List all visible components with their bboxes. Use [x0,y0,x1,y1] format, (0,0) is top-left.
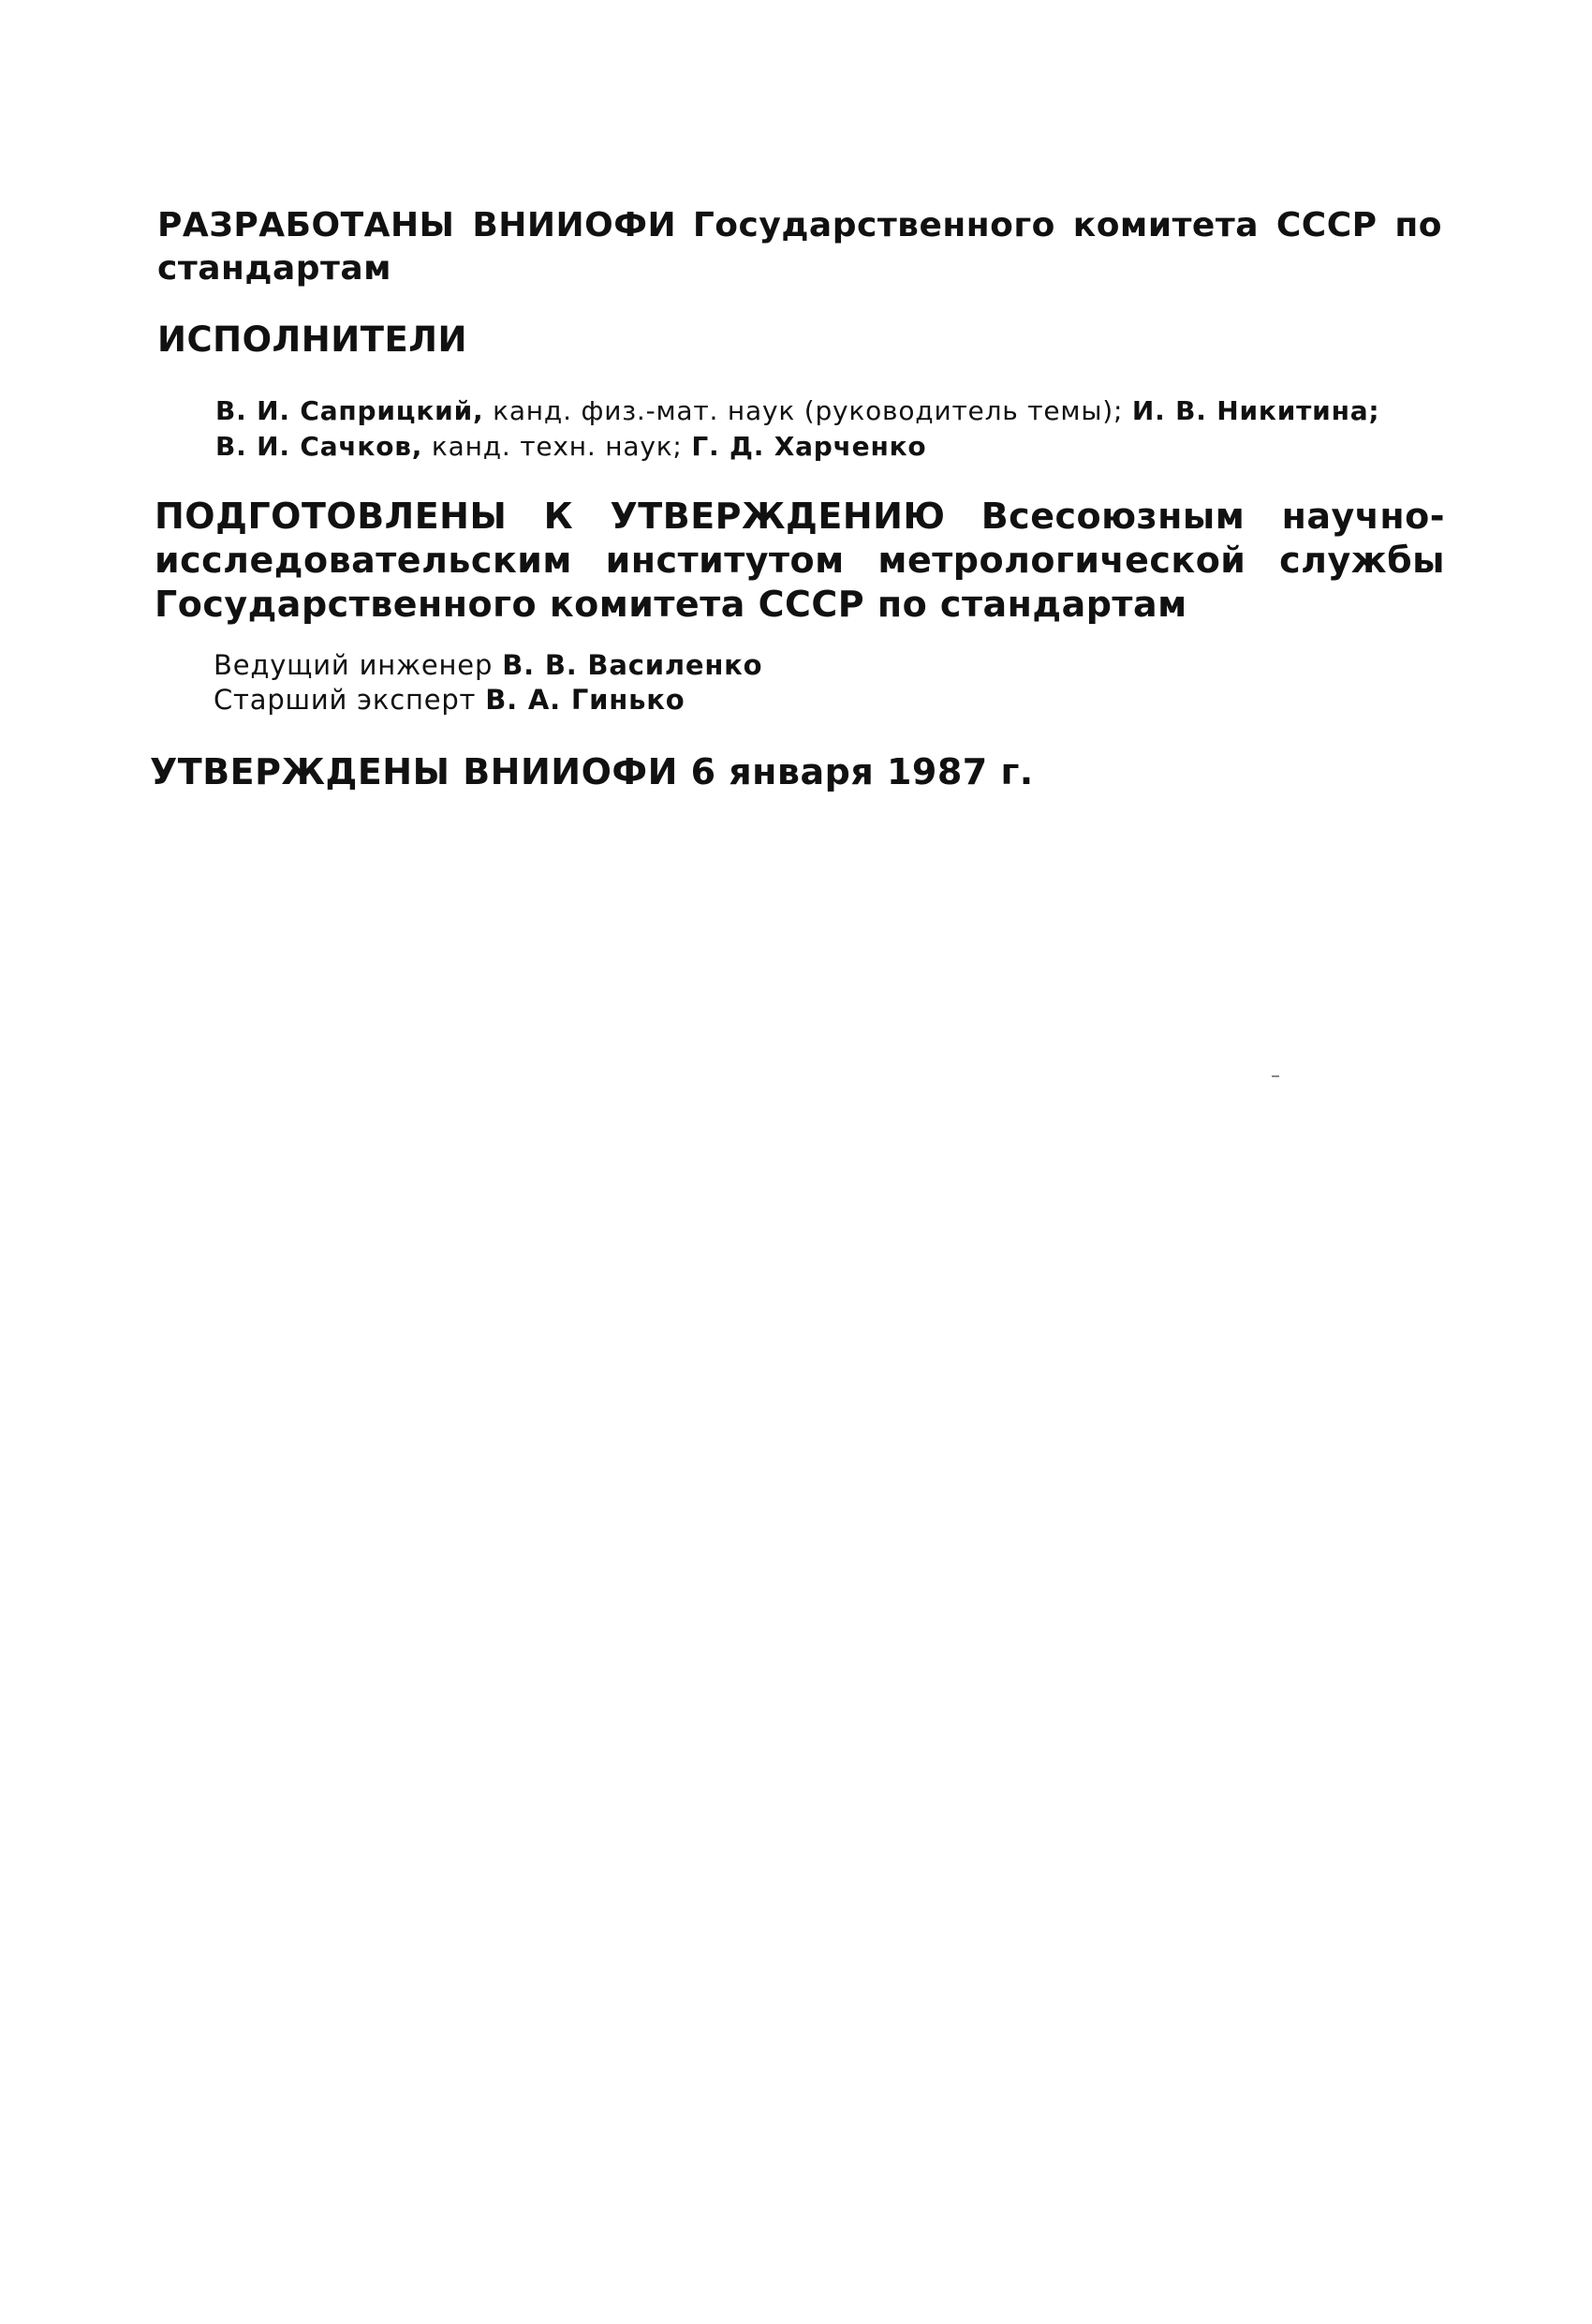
scan-speck [1272,1075,1279,1077]
executor-degree: канд. техн. наук; [431,431,683,462]
executors-list [215,393,1442,465]
executors-line-1 [215,393,1442,429]
staff-role: Ведущий инженер [214,649,494,681]
staff-person: В. В. Василенко [502,649,763,681]
executors-heading: ИСПОЛНИТЕЛИ [157,319,467,360]
executor-degree: канд. физ.-мат. наук (руководитель темы); [493,395,1124,426]
prepared-text: Всесоюзным научно-исследовательским институтом метрологической службы Государственного комитета СССР по стандартам [155,496,1445,625]
approval-statement: УТВЕРЖДЕНЫ ВНИИОФИ 6 января 1987 г. [150,751,1034,792]
prepared-for-approval-paragraph [155,495,1445,627]
developed-by-lead: РАЗРАБОТАНЫ ВНИИОФИ [157,206,677,244]
developed-by-paragraph [157,204,1442,290]
developed-by-text: Государственного комитета СССР по стандартам [157,206,1442,288]
executor-name: В. И. Сачков, [215,431,423,462]
staff-role: Старший эксперт [214,684,477,716]
executors-line-2 [215,429,1442,465]
staff-line-2 [214,683,762,718]
executor-name: В. И. Саприцкий, [215,395,484,426]
staff-person: В. А. Гинько [485,684,685,716]
staff-line-1 [214,648,762,683]
executor-name: Г. Д. Харченко [691,431,927,462]
staff-list [214,648,762,718]
prepared-lead: ПОДГОТОВЛЕНЫ К УТВЕРЖДЕНИЮ [155,496,946,537]
executor-name: И. В. Никитина; [1131,395,1380,426]
